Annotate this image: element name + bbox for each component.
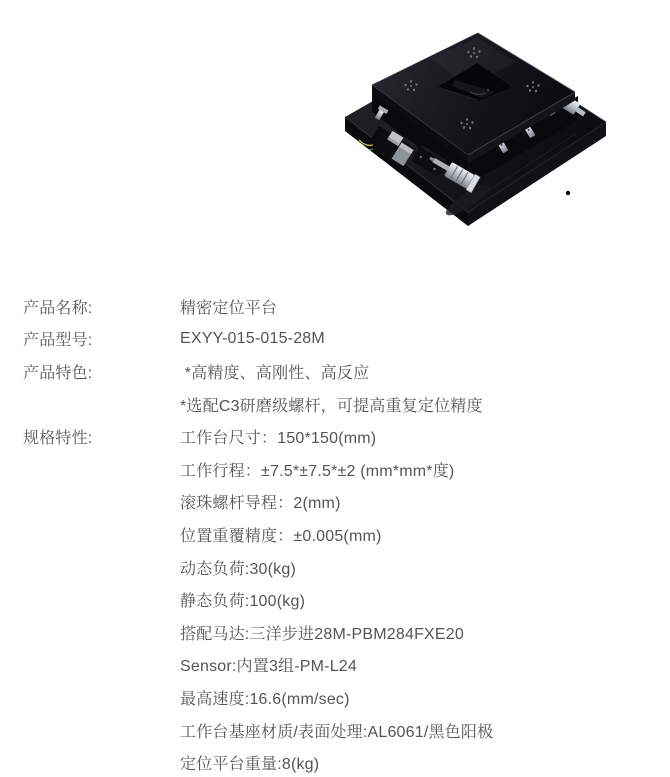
base-hole: [588, 127, 591, 130]
spec-value: 工作行程：±7.5*±7.5*±2 (mm*mm*度): [180, 462, 455, 480]
spec-row-model: [23, 323, 653, 356]
spec-value: 滚珠螺杆导程：2(mm): [180, 495, 341, 513]
spec-row-repeatability: [23, 518, 653, 551]
base-hole: [566, 191, 570, 195]
spec-row-motor: [23, 616, 653, 649]
spec-value: 静态负荷:100(kg): [180, 593, 306, 611]
spec-value: 最高速度:16.6(mm/sec): [180, 690, 350, 708]
spec-row-material: [23, 714, 653, 747]
spec-row-travel: [23, 453, 653, 486]
spec-row-max-speed: [23, 681, 653, 714]
spec-value: 精密定位平台: [180, 299, 278, 317]
spec-value: 动态负荷:30(kg): [180, 560, 296, 578]
spec-row-features-2: [23, 388, 653, 421]
product-photo: [330, 25, 660, 230]
spec-row-screw-lead: [23, 486, 653, 519]
spec-value: 工作台尺寸：150*150(mm): [180, 430, 377, 448]
spec-value: EXYY-015-015-28M: [180, 329, 325, 347]
spec-label: 规格特性:: [23, 430, 93, 448]
spec-label: 产品型号:: [23, 332, 93, 350]
spec-row-table-size: [23, 420, 653, 453]
spec-value: *高精度、高刚性、高反应: [180, 364, 370, 382]
spec-value: *选配C3研磨级螺杆，可提高重复定位精度: [180, 397, 483, 415]
spec-row-weight: [23, 746, 653, 777]
spec-label: 产品特色:: [23, 364, 93, 382]
spec-value: 工作台基座材质/表面处理:AL6061/黑色阳极: [180, 723, 494, 741]
spec-row-product-name: [23, 290, 653, 323]
spec-label: 产品名称:: [23, 299, 93, 317]
spec-row-features-1: [23, 355, 653, 388]
spec-row-sensor: [23, 649, 653, 682]
spec-value: Sensor:内置3组-PM-L24: [180, 658, 357, 676]
spec-value: 位置重覆精度：±0.005(mm): [180, 527, 382, 545]
spec-row-dynamic-load: [23, 551, 653, 584]
spec-row-static-load: [23, 583, 653, 616]
spec-value: 定位平台重量:8(kg): [180, 756, 320, 774]
positioning-stage-illustration: [330, 25, 660, 230]
spec-list: [23, 290, 653, 777]
spec-value: 搭配马达:三洋步进28M-PBM284FXE20: [180, 625, 464, 643]
